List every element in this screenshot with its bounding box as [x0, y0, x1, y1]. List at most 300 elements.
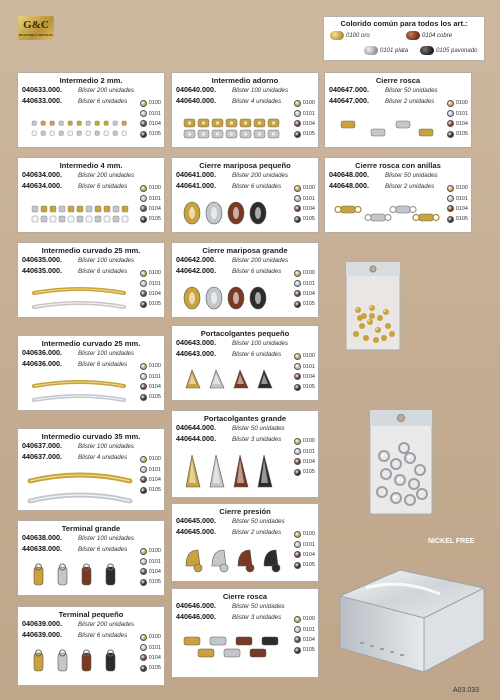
finish-item — [140, 475, 161, 485]
finish-code: 0100 — [148, 185, 161, 192]
finish-code: 0105 — [148, 665, 161, 672]
finish-item — [140, 546, 161, 556]
sku-code: 440639.000. — [22, 630, 62, 639]
sku-code: 440636.000. — [22, 359, 62, 368]
sku-code: 440647.000. — [329, 96, 369, 105]
finish-list — [140, 546, 161, 588]
finish-swatch-icon — [294, 270, 301, 277]
jewelry-findings-icon — [178, 285, 290, 313]
finish-code: 0101 — [148, 195, 161, 202]
finish-code: 0104 — [455, 120, 468, 127]
finish-code: 0104 — [148, 205, 161, 212]
product-image — [178, 200, 290, 233]
finish-item — [294, 624, 315, 634]
finish-code: 0101 — [148, 373, 161, 380]
finish-swatch-icon — [140, 466, 147, 473]
product-title: Portacolgantes grande — [203, 414, 287, 423]
finish-item — [294, 289, 315, 299]
finish-item — [140, 392, 161, 402]
legend-label: pavonado — [451, 47, 478, 54]
sku-description: Blister 50 unidades — [232, 603, 285, 610]
sku-code: 440648.000. — [329, 181, 369, 190]
finish-code: 0100 — [302, 353, 315, 360]
finish-item — [140, 464, 161, 474]
finish-code: 0104 — [302, 290, 315, 297]
finish-code: 0100 — [302, 616, 315, 623]
sku-code: 440641.000. — [176, 181, 216, 190]
silver-findings-bag-icon — [366, 408, 436, 516]
finish-item — [140, 278, 161, 288]
gold-findings-bag-icon — [342, 260, 404, 352]
finish-item — [140, 556, 161, 566]
legend-item-oro — [330, 31, 370, 40]
sku-code: 440640.000. — [176, 96, 216, 105]
sku-code: 040646.000. — [176, 601, 216, 610]
finish-code: 0105 — [302, 131, 315, 138]
product-title: Cierre rosca — [222, 592, 268, 601]
finish-list — [294, 529, 315, 571]
sku-description: Blister 3 unidades — [232, 614, 282, 621]
product-card — [171, 325, 319, 401]
sku-description: Blister 6 unidades — [78, 632, 128, 639]
finish-list — [140, 361, 161, 403]
finish-code: 0105 — [302, 301, 315, 308]
finish-item — [294, 372, 315, 382]
product-image — [24, 563, 136, 596]
jewelry-findings-icon — [178, 631, 290, 661]
sku-code: 040640.000. — [176, 85, 216, 94]
sku-code: 440642.000. — [176, 266, 216, 275]
finish-item — [294, 436, 315, 446]
product-card — [17, 335, 165, 411]
finish-swatch-icon — [447, 110, 454, 117]
finish-swatch-icon — [294, 626, 301, 633]
sku-description: Blister 200 unidades — [78, 621, 135, 628]
finish-code: 0101 — [148, 280, 161, 287]
finish-swatch-icon — [294, 541, 301, 548]
finish-swatch-icon — [140, 205, 147, 212]
product-title: Cierre rosca — [375, 76, 421, 85]
finish-swatch-icon — [140, 110, 147, 117]
legend-item-plata — [364, 46, 408, 55]
product-sku-row — [325, 170, 471, 181]
finish-code: 0100 — [455, 185, 468, 192]
brand-logo — [18, 16, 54, 40]
sku-code: 440646.000. — [176, 612, 216, 621]
sku-description: Blister 50 unidades — [232, 518, 285, 525]
finish-code: 0105 — [455, 216, 468, 223]
finish-swatch-icon — [294, 551, 301, 558]
logo-subtext: BISUTERÍA Y METALES — [18, 33, 54, 37]
finish-swatch-icon — [447, 131, 454, 138]
finish-swatch-icon — [140, 548, 147, 555]
finish-swatch-icon — [140, 476, 147, 483]
product-image — [24, 285, 136, 320]
finish-item — [447, 108, 468, 118]
copper-swatch-icon — [406, 31, 420, 40]
finish-item — [140, 98, 161, 108]
finish-item — [294, 529, 315, 539]
sku-code: 040643.000. — [176, 338, 216, 347]
finish-code: 0105 — [302, 562, 315, 569]
finish-item — [294, 204, 315, 214]
finish-item — [294, 382, 315, 392]
finish-code: 0101 — [302, 195, 315, 202]
finish-item — [140, 193, 161, 203]
finish-swatch-icon — [294, 120, 301, 127]
finish-item — [294, 299, 315, 309]
finish-swatch-icon — [140, 290, 147, 297]
finish-list — [140, 268, 161, 310]
finish-swatch-icon — [294, 110, 301, 117]
sku-code: 040636.000. — [22, 348, 62, 357]
sku-description: Blister 100 unidades — [78, 443, 135, 450]
finish-swatch-icon — [447, 185, 454, 192]
finish-item — [140, 214, 161, 224]
sku-description: Blister 100 unidades — [232, 340, 289, 347]
sku-code: 040647.000. — [329, 85, 369, 94]
legend-item-cobre — [406, 31, 452, 40]
product-sku-row — [325, 85, 471, 96]
legend-item-pavonado — [420, 46, 477, 55]
finish-item — [140, 485, 161, 495]
finish-swatch-icon — [447, 216, 454, 223]
finish-item — [140, 119, 161, 129]
display-box-photo — [330, 548, 490, 680]
finish-item — [294, 278, 315, 288]
finish-code: 0101 — [302, 110, 315, 117]
finish-code: 0100 — [302, 270, 315, 277]
finish-swatch-icon — [140, 579, 147, 586]
finish-item — [294, 268, 315, 278]
product-card — [17, 157, 165, 233]
finish-item — [140, 108, 161, 118]
product-card — [171, 588, 319, 678]
product-sku-row — [172, 601, 318, 612]
finish-code: 0101 — [148, 558, 161, 565]
finish-swatch-icon — [140, 280, 147, 287]
display-box-icon — [330, 548, 490, 680]
product-image — [178, 453, 290, 496]
finish-swatch-icon — [140, 195, 147, 202]
finish-code: 0104 — [148, 568, 161, 575]
product-title: Intermedio curvado 25 mm. — [41, 246, 141, 255]
product-image — [24, 649, 136, 682]
finish-item — [294, 635, 315, 645]
sku-code: 040633.000. — [22, 85, 62, 94]
finish-code: 0100 — [148, 456, 161, 463]
finish-list — [294, 351, 315, 393]
finish-code: 0100 — [148, 270, 161, 277]
finish-swatch-icon — [294, 353, 301, 360]
finish-list — [140, 454, 161, 496]
product-image — [178, 285, 290, 318]
finish-item — [140, 567, 161, 577]
finish-item — [140, 653, 161, 663]
finish-item — [294, 457, 315, 467]
page-number: A03.033 — [453, 687, 480, 694]
finish-swatch-icon — [294, 131, 301, 138]
product-card — [324, 157, 472, 233]
finish-item — [294, 446, 315, 456]
legend-code: 0100 — [346, 32, 360, 39]
product-title: Intermedio curvado 35 mm. — [41, 432, 141, 441]
finish-swatch-icon — [140, 634, 147, 641]
sku-description: Blister 6 unidades — [78, 361, 128, 368]
sku-description: Blister 50 unidades — [385, 87, 438, 94]
sku-code: 440635.000. — [22, 266, 62, 275]
jewelry-findings-icon — [24, 285, 136, 315]
sku-description: Blister 4 unidades — [78, 454, 128, 461]
finish-item — [294, 129, 315, 139]
sku-code: 040635.000. — [22, 255, 62, 264]
finish-code: 0100 — [455, 100, 468, 107]
finish-code: 0105 — [148, 487, 161, 494]
finish-swatch-icon — [294, 185, 301, 192]
jewelry-findings-icon — [24, 378, 136, 408]
product-sku-row — [18, 441, 164, 452]
legend-code: 0104 — [422, 32, 436, 39]
finish-item — [140, 204, 161, 214]
finish-code: 0105 — [148, 216, 161, 223]
finish-item — [294, 214, 315, 224]
product-image — [24, 115, 136, 148]
finish-item — [140, 632, 161, 642]
product-title: Cierre mariposa grande — [202, 246, 288, 255]
sku-description: Blister 6 unidades — [232, 268, 282, 275]
jewelry-findings-icon — [178, 368, 290, 392]
finish-item — [140, 183, 161, 193]
finish-code: 0105 — [148, 394, 161, 401]
jewelry-findings-icon — [178, 200, 290, 228]
finish-item — [447, 98, 468, 108]
nickel-free-label: NICKEL FREE — [428, 538, 475, 545]
legend-label: cobre — [437, 32, 453, 39]
product-image — [331, 200, 443, 235]
sku-code: 440644.000. — [176, 434, 216, 443]
sku-code: 040648.000. — [329, 170, 369, 179]
finish-swatch-icon — [294, 458, 301, 465]
product-card — [171, 242, 319, 318]
finish-swatch-icon — [140, 373, 147, 380]
finish-item — [294, 539, 315, 549]
finish-code: 0100 — [148, 634, 161, 641]
sku-code: 040637.000. — [22, 441, 62, 450]
finish-item — [140, 129, 161, 139]
finish-swatch-icon — [294, 373, 301, 380]
finish-code: 0101 — [455, 195, 468, 202]
sku-code: 040634.000. — [22, 170, 62, 179]
finish-item — [447, 183, 468, 193]
finish-code: 0104 — [148, 654, 161, 661]
sku-code: 040641.000. — [176, 170, 216, 179]
finish-swatch-icon — [140, 185, 147, 192]
jewelry-findings-icon — [178, 453, 290, 491]
jewelry-findings-icon — [331, 115, 443, 145]
finish-list — [294, 183, 315, 225]
product-image — [178, 631, 290, 666]
product-sku-row — [172, 170, 318, 181]
finish-code: 0101 — [148, 644, 161, 651]
finish-code: 0104 — [302, 373, 315, 380]
product-title: Intermedio 2 mm. — [59, 76, 123, 85]
sku-description: Blister 6 unidades — [232, 183, 282, 190]
product-card — [17, 72, 165, 148]
finish-code: 0100 — [302, 531, 315, 538]
sku-code: 440638.000. — [22, 544, 62, 553]
gold-swatch-icon — [330, 31, 344, 40]
sku-code: 040638.000. — [22, 533, 62, 542]
product-sku-row — [18, 85, 164, 96]
finish-swatch-icon — [294, 301, 301, 308]
finish-item — [294, 193, 315, 203]
finish-item — [140, 361, 161, 371]
bag-photo-gold — [342, 260, 404, 352]
product-title: Intermedio curvado 25 mm. — [41, 339, 141, 348]
finish-item — [140, 371, 161, 381]
finish-swatch-icon — [294, 363, 301, 370]
finish-code: 0105 — [148, 301, 161, 308]
finish-code: 0101 — [302, 541, 315, 548]
silver-swatch-icon — [364, 46, 378, 55]
finish-item — [140, 268, 161, 278]
finish-list — [447, 98, 468, 140]
black-swatch-icon — [420, 46, 434, 55]
finish-item — [294, 361, 315, 371]
legend-label: plata — [395, 47, 409, 54]
product-image — [24, 378, 136, 413]
sku-description: Blister 200 unidades — [78, 172, 135, 179]
finish-code: 0100 — [148, 548, 161, 555]
color-legend — [323, 16, 485, 61]
finish-code: 0104 — [302, 636, 315, 643]
product-sku-row — [18, 533, 164, 544]
finish-code: 0100 — [148, 363, 161, 370]
finish-code: 0101 — [455, 110, 468, 117]
sku-description: Blister 6 unidades — [78, 98, 128, 105]
product-sku-row — [18, 348, 164, 359]
sku-description: Blister 6 unidades — [78, 546, 128, 553]
sku-description: Blister 6 unidades — [78, 268, 128, 275]
finish-item — [294, 467, 315, 477]
finish-swatch-icon — [140, 487, 147, 494]
finish-swatch-icon — [140, 644, 147, 651]
finish-swatch-icon — [140, 270, 147, 277]
product-card — [171, 503, 319, 582]
finish-item — [447, 129, 468, 139]
finish-swatch-icon — [294, 195, 301, 202]
product-card — [17, 606, 165, 686]
finish-swatch-icon — [140, 383, 147, 390]
sku-description: Blister 100 unidades — [78, 350, 135, 357]
sku-description: Blister 50 unidades — [232, 425, 285, 432]
jewelry-findings-icon — [331, 200, 443, 230]
jewelry-findings-icon — [24, 649, 136, 677]
finish-item — [447, 193, 468, 203]
finish-item — [447, 214, 468, 224]
sku-description: Blister 100 unidades — [232, 87, 289, 94]
finish-list — [294, 614, 315, 656]
finish-swatch-icon — [447, 120, 454, 127]
finish-item — [294, 108, 315, 118]
sku-description: Blister 6 unidades — [78, 183, 128, 190]
product-sku-row — [18, 619, 164, 630]
finish-code: 0105 — [302, 216, 315, 223]
finish-code: 0105 — [302, 647, 315, 654]
sku-description: Blister 200 unidades — [78, 87, 135, 94]
finish-item — [294, 550, 315, 560]
finish-code: 0104 — [302, 120, 315, 127]
finish-code: 0100 — [302, 185, 315, 192]
sku-code: 440645.000. — [176, 527, 216, 536]
finish-code: 0105 — [302, 384, 315, 391]
finish-code: 0101 — [302, 626, 315, 633]
finish-item — [447, 204, 468, 214]
product-image — [178, 368, 290, 397]
finish-swatch-icon — [294, 448, 301, 455]
finish-code: 0105 — [148, 131, 161, 138]
logo-text: G&C — [23, 19, 49, 31]
finish-item — [294, 560, 315, 570]
finish-swatch-icon — [140, 363, 147, 370]
jewelry-findings-icon — [24, 471, 136, 509]
finish-code: 0105 — [455, 131, 468, 138]
finish-swatch-icon — [294, 469, 301, 476]
sku-code: 040642.000. — [176, 255, 216, 264]
jewelry-findings-icon — [24, 115, 136, 143]
finish-swatch-icon — [140, 394, 147, 401]
legend-code: 0105 — [436, 47, 450, 54]
product-sku-row — [18, 170, 164, 181]
finish-item — [140, 454, 161, 464]
sku-description: Blister 2 unidades — [232, 529, 282, 536]
finish-item — [294, 645, 315, 655]
product-sku-row — [18, 255, 164, 266]
finish-swatch-icon — [294, 290, 301, 297]
jewelry-findings-icon — [24, 200, 136, 228]
finish-code: 0104 — [302, 205, 315, 212]
product-image — [24, 471, 136, 514]
finish-item — [140, 299, 161, 309]
finish-code: 0105 — [302, 469, 315, 476]
finish-code: 0104 — [148, 120, 161, 127]
finish-swatch-icon — [447, 195, 454, 202]
product-image — [178, 115, 290, 148]
sku-description: Blister 2 unidades — [385, 98, 435, 105]
product-title: Cierre rosca con anillas — [355, 161, 441, 170]
product-title: Intermedio adorno — [211, 76, 279, 85]
finish-swatch-icon — [140, 654, 147, 661]
finish-swatch-icon — [294, 216, 301, 223]
legend-title: Colorido común para todos los art.: — [340, 19, 468, 28]
finish-code: 0104 — [148, 476, 161, 483]
finish-swatch-icon — [294, 205, 301, 212]
finish-item — [140, 577, 161, 587]
sku-code: 440634.000. — [22, 181, 62, 190]
sku-code: 440637.000. — [22, 452, 62, 461]
finish-code: 0100 — [148, 100, 161, 107]
finish-item — [294, 98, 315, 108]
finish-swatch-icon — [140, 216, 147, 223]
finish-code: 0104 — [302, 551, 315, 558]
finish-swatch-icon — [294, 438, 301, 445]
finish-item — [140, 289, 161, 299]
finish-list — [294, 436, 315, 478]
sku-code: 040644.000. — [176, 423, 216, 432]
product-card — [171, 157, 319, 233]
finish-code: 0105 — [148, 579, 161, 586]
product-card — [17, 520, 165, 596]
